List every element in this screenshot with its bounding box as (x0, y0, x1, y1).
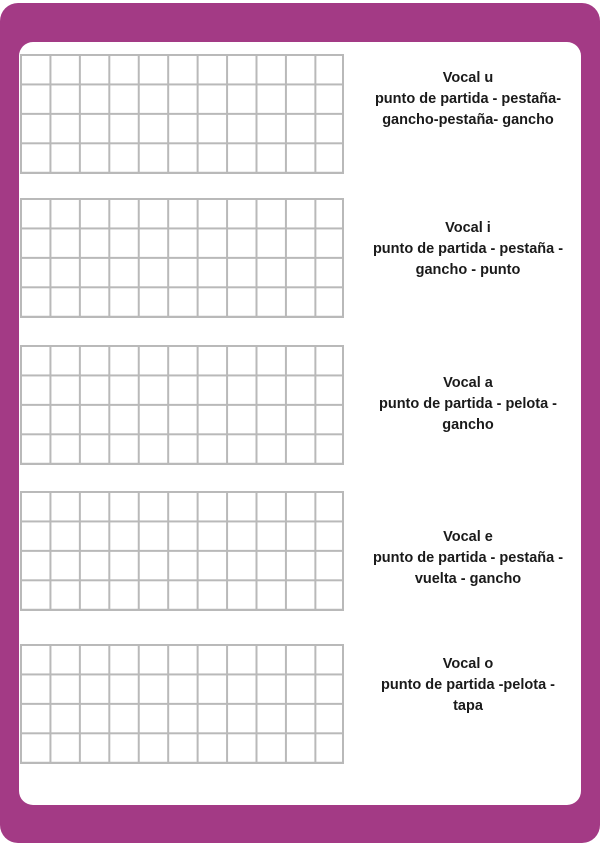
instruction-title: Vocal u (442, 70, 494, 86)
instruction-line: gancho - punto (415, 262, 521, 278)
instruction-line: punto de partida - pestaña - (372, 241, 564, 257)
instruction-line: gancho-pestaña- gancho (382, 112, 554, 128)
writing-grid-i (20, 198, 344, 318)
instruction-title: Vocal i (445, 220, 491, 236)
instruction-line: punto de partida -pelota - (381, 677, 555, 693)
instruction-o (355, 654, 581, 717)
instruction-line: punto de partida - pelota - (378, 396, 558, 412)
writing-grid-o (20, 644, 344, 764)
instruction-i (355, 218, 581, 281)
writing-grid-a (20, 345, 344, 465)
instruction-line: punto de partida - pestaña - (372, 550, 564, 566)
instruction-title: Vocal e (443, 529, 493, 545)
writing-grid-u (20, 54, 344, 174)
writing-grid-e (20, 491, 344, 611)
worksheet (19, 42, 581, 805)
instruction-title: Vocal o (442, 656, 494, 672)
page-border-frame (0, 3, 600, 843)
instruction-line: punto de partida - pestaña- (374, 91, 562, 107)
instruction-line: tapa (453, 698, 483, 714)
instruction-e (355, 527, 581, 590)
instruction-line: gancho (442, 417, 494, 433)
instruction-title: Vocal a (443, 375, 493, 391)
instruction-u (355, 68, 581, 131)
instruction-a (355, 373, 581, 436)
instruction-line: vuelta - gancho (414, 571, 522, 587)
